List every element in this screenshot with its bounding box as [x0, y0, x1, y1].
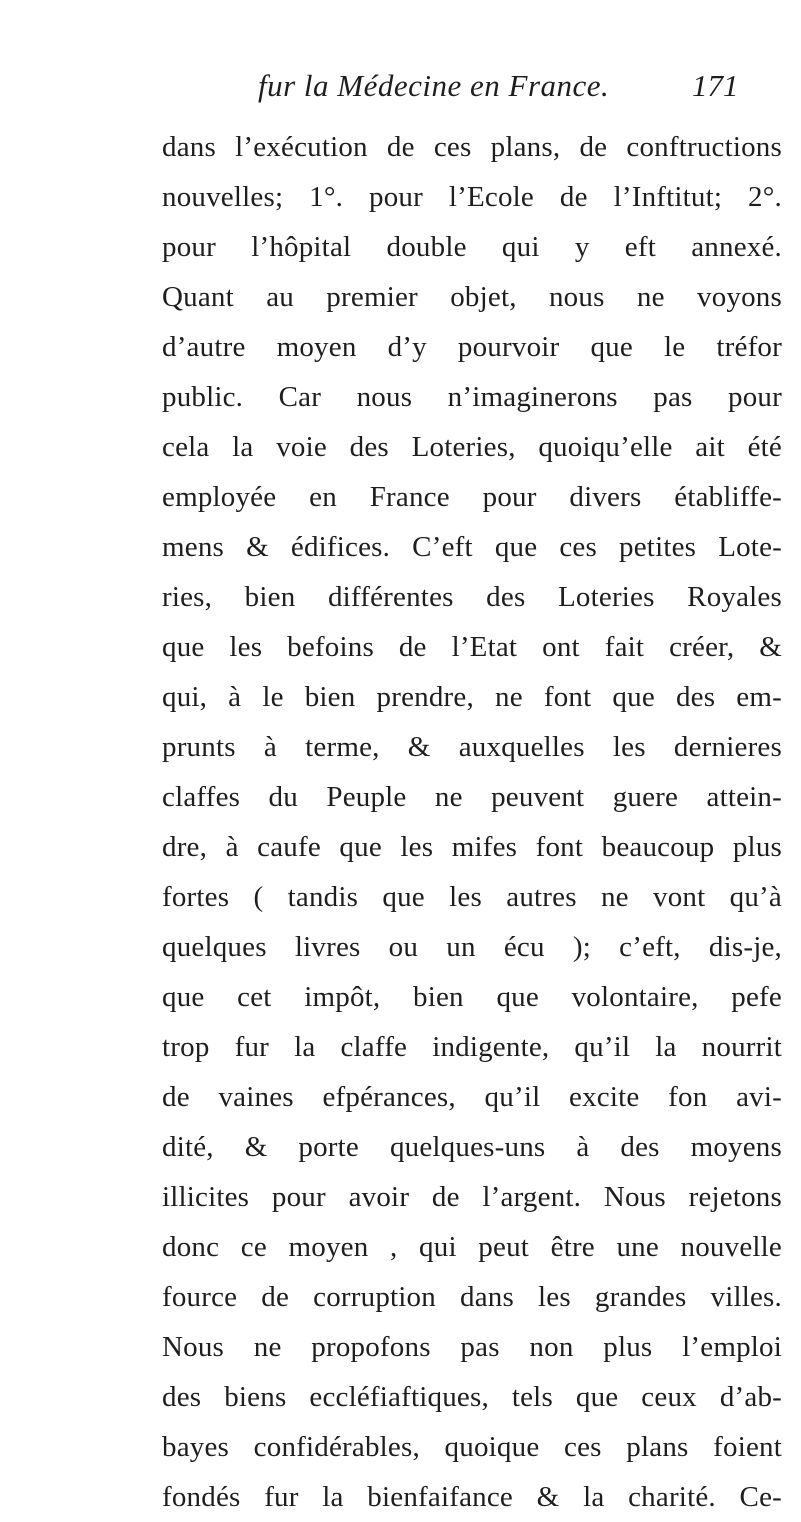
page-number: 171	[692, 68, 739, 103]
text-line: bayes confidérables, quoique ces plans foient	[162, 1431, 782, 1463]
text-line: trop fur la claffe indigente, qu’il la nourrit	[162, 1031, 782, 1063]
text-line: dité, & porte quelques-uns à des moyens	[162, 1131, 782, 1163]
text-line: que les befoins de l’Etat ont fait créer, &	[162, 631, 782, 663]
text-line: illicites pour avoir de l’argent. Nous rejetons	[162, 1181, 782, 1213]
text-line: dans l’exécution de ces plans, de conftructions	[162, 131, 782, 163]
text-line: Quant au premier objet, nous ne voyons	[162, 281, 782, 313]
body-text	[162, 122, 782, 1522]
text-line: claffes du Peuple ne peuvent guere attein-	[162, 781, 782, 813]
text-line: de vaines efpérances, qu’il excite fon avi-	[162, 1081, 782, 1113]
text-line: donc ce moyen , qui peut être une nouvelle	[162, 1231, 782, 1263]
text-line: prunts à terme, & auxquelles les dernieres	[162, 731, 782, 763]
text-line: ries, bien différentes des Loteries Royales	[162, 581, 782, 613]
text-line: nouvelles; 1°. pour l’Ecole de l’Inftitut; 2°.	[162, 181, 782, 213]
text-line: mens & édifices. C’eft que ces petites Lote-	[162, 531, 782, 563]
text-line: Nous ne propofons pas non plus l’emploi	[162, 1331, 782, 1363]
text-line: employée en France pour divers établiffe-	[162, 481, 782, 513]
text-line: fource de corruption dans les grandes villes.	[162, 1281, 782, 1313]
text-line: d’autre moyen d’y pourvoir que le tréfor	[162, 331, 782, 363]
text-line: des biens eccléfiaftiques, tels que ceux d’ab-	[162, 1381, 782, 1413]
text-line: que cet impôt, bien que volontaire, pefe	[162, 981, 782, 1013]
text-line: cela la voie des Loteries, quoiqu’elle ait été	[162, 431, 782, 463]
text-line: qui, à le bien prendre, ne font que des em-	[162, 681, 782, 713]
running-title: fur la Médecine en France.	[258, 68, 610, 103]
text-line: fondés fur la bienfaifance & la charité. Ce-	[162, 1481, 782, 1513]
text-line: pour l’hôpital double qui y eft annexé.	[162, 231, 782, 263]
text-line: quelques livres ou un écu ); c’eft, dis-je,	[162, 931, 782, 963]
text-line: dre, à caufe que les mifes font beaucoup plus	[162, 831, 782, 863]
text-line: public. Car nous n’imaginerons pas pour	[162, 381, 782, 413]
running-head	[0, 68, 801, 118]
text-line: fortes ( tandis que les autres ne vont qu’à	[162, 881, 782, 913]
